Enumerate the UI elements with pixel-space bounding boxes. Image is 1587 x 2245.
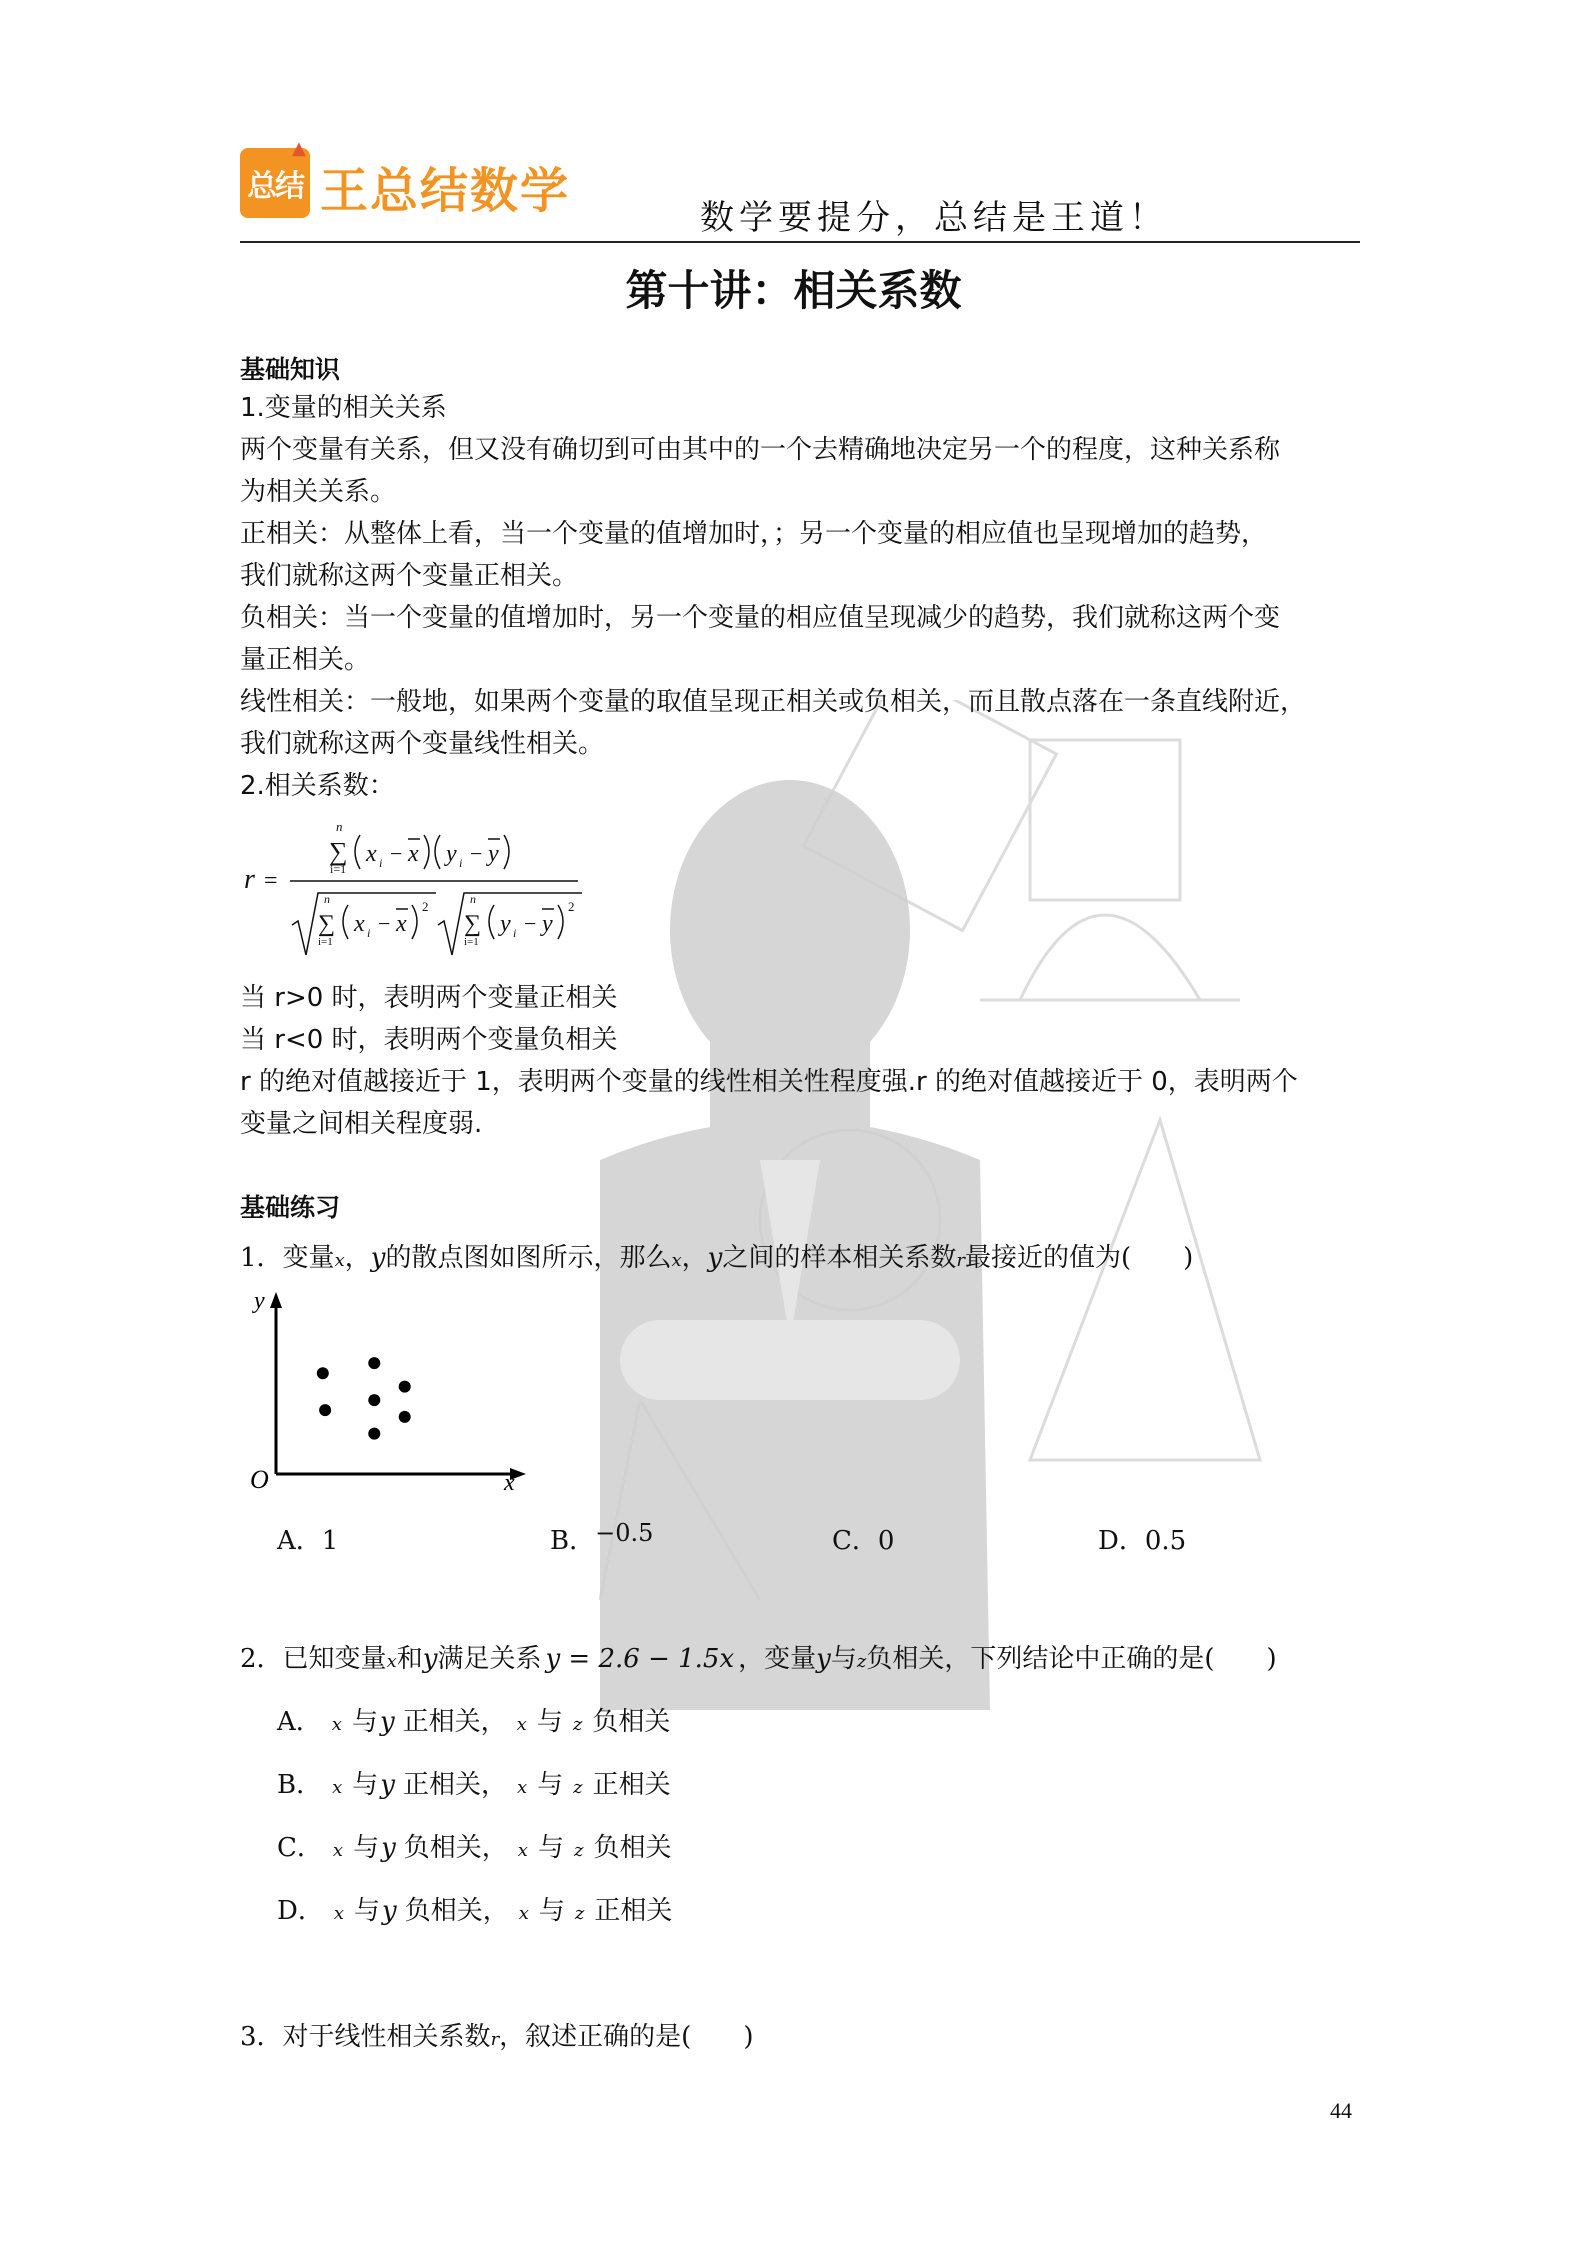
q1-text-4: 最接近的值为( ): [964, 1243, 1194, 1273]
formula-den1-sum-top: n: [324, 892, 330, 906]
formula-equals: =: [264, 868, 278, 894]
basics-line-10: 2.相关系数：: [240, 771, 395, 801]
q1-var-r: r: [956, 1250, 965, 1271]
q3-text-1: 对于线性相关系数: [282, 2022, 491, 2052]
brand-name: 王总结数学: [320, 163, 571, 219]
q1-var-x: x: [334, 1250, 345, 1271]
formula-num-sub-i2: i: [459, 856, 463, 870]
sigma-icon: ∑: [318, 911, 336, 937]
q2-option-d: D． x 与y 负相关， x 与 z 正相关: [277, 1896, 673, 1926]
formula-den-xbar: x: [396, 911, 407, 937]
basics-line-3: 为相关关系。: [240, 477, 397, 507]
basics-after-line-4: 变量之间相关程度弱.: [240, 1109, 483, 1139]
section-heading-basics: 基础知识: [240, 355, 341, 384]
svg-text:−: −: [470, 841, 483, 866]
q1-text-1: 变量: [282, 1243, 335, 1273]
q1-option-a: A．1: [277, 1526, 339, 1556]
formula-den-ybar: y: [542, 911, 553, 937]
formula-num-sum-top: n: [336, 819, 343, 834]
scatter-point-3: [399, 1381, 411, 1393]
q1-option-b-label: B．: [550, 1526, 596, 1556]
formula-den2-sum-bottom: i=1: [464, 936, 479, 948]
x-axis-label: x: [504, 1470, 515, 1490]
formula-r: r: [244, 864, 255, 895]
q2-and: 和: [396, 1644, 423, 1674]
origin-label: O: [250, 1465, 269, 1490]
correlation-formula: [240, 815, 600, 965]
formula-den-sq1: 2: [422, 899, 429, 914]
q2-equation: y = 2.6 − 1.5x: [545, 1644, 735, 1674]
formula-num-y: y: [446, 841, 457, 867]
slogan: 数学要提分，总结是王道！: [700, 198, 1168, 238]
page-title: 第十讲：相关系数: [625, 266, 962, 315]
formula-num-sub-i: i: [379, 856, 383, 870]
formula-den-sub-i2: i: [513, 926, 517, 940]
q2-option-b: B． x 与y 正相关， x 与 z 正相关: [277, 1770, 671, 1800]
sigma-icon: ∑: [329, 837, 348, 866]
question-2: [240, 1638, 1277, 1675]
svg-text:−: −: [524, 911, 537, 936]
svg-text:−: −: [390, 841, 403, 866]
q1-text-3: 之间的样本相关系数: [722, 1243, 957, 1273]
q2-text-3: ，变量: [738, 1644, 817, 1674]
q3-var-r: r: [490, 2029, 500, 2050]
q2-text-4: 与: [830, 1644, 857, 1674]
formula-den-sub-i: i: [367, 926, 371, 940]
watermark-illustration: [560, 700, 1360, 1710]
formula-den1-sum-bottom: i=1: [318, 936, 333, 948]
basics-line-2: 两个变量有关系，但又没有确切到可由其中的一个去精确地决定另一个的程度，这种关系称: [240, 435, 1281, 465]
formula-den-sq2: 2: [568, 899, 575, 914]
basics-after-line-2: 当 r<0 时，表明两个变量负相关: [240, 1025, 618, 1055]
formula-den-x: x: [354, 911, 365, 937]
basics-line-7: 量正相关。: [240, 645, 371, 675]
y-axis-arrow-icon: [270, 1292, 282, 1308]
section-heading-practice: 基础练习: [240, 1193, 341, 1222]
scatter-point-7: [368, 1428, 380, 1440]
basics-line-4: 正相关：从整体上看，当一个变量的值增加时，；另一个变量的相应值也呈现增加的趋势，: [240, 519, 1268, 549]
q2-text-1: 已知变量: [282, 1644, 387, 1674]
q1-number: 1．: [240, 1243, 283, 1273]
basics-line-1: 1.变量的相关关系: [240, 393, 447, 423]
q1-var-x2: x: [671, 1250, 682, 1271]
scatter-plot: [240, 1290, 530, 1490]
question-1: [240, 1237, 1193, 1274]
q2-var-y: y: [422, 1644, 438, 1674]
q1-var-y2: y: [707, 1243, 723, 1273]
scatter-point-6: [399, 1411, 411, 1423]
basics-after-line-3: r 的绝对值越接近于 1，表明两个变量的线性相关性程度强.r 的绝对值越接近于 0，表明两个: [240, 1067, 1298, 1097]
q1-option-b-value: −0.5: [595, 1519, 654, 1547]
logo-text: 总结: [247, 169, 303, 204]
sigma-icon: ∑: [464, 911, 482, 937]
page-number: 44: [1330, 2098, 1352, 2123]
svg-text:−: −: [378, 911, 391, 936]
header-divider: [240, 241, 1360, 243]
q2-text-2: 满足关系: [437, 1644, 542, 1674]
q1-sep2: ，: [681, 1243, 708, 1273]
formula-num-xbar: x: [408, 841, 419, 867]
basics-line-5: 我们就称这两个变量正相关。: [240, 561, 579, 591]
q1-sep: ，: [344, 1243, 371, 1273]
formula-num-sum-bottom: i=1: [330, 862, 347, 876]
basics-line-8: 线性相关：一般地，如果两个变量的取值呈现正相关或负相关，而且散点落在一条直线附近，: [240, 687, 1307, 717]
basics-line-6: 负相关：当一个变量的值增加时，另一个变量的相应值呈现减少的趋势，我们就称这两个变: [240, 603, 1281, 633]
q3-text-2: ，叙述正确的是( ): [499, 2022, 754, 2052]
scatter-point-2: [368, 1357, 380, 1369]
basics-line-9: 我们就称这两个变量线性相关。: [240, 729, 605, 759]
q2-var-y2: y: [816, 1644, 831, 1674]
basics-after-line-1: 当 r>0 时，表明两个变量正相关: [240, 983, 618, 1013]
y-axis-label: y: [254, 1290, 265, 1314]
formula-num-x: x: [366, 841, 377, 867]
q1-option-d: D．0.5: [1098, 1526, 1187, 1556]
q2-var-x: x: [386, 1651, 397, 1672]
q2-var-z: z: [856, 1651, 867, 1672]
scatter-point-1: [317, 1367, 329, 1379]
q1-option-c: C．0: [832, 1526, 895, 1556]
q2-option-a: A． x 与y 正相关， x 与 z 负相关: [277, 1707, 671, 1737]
q1-option-b: [550, 1520, 653, 1557]
q2-option-c: C． x 与y 负相关， x 与 z 负相关: [277, 1833, 672, 1863]
scatter-point-4: [368, 1394, 380, 1406]
scatter-point-5: [319, 1404, 331, 1416]
formula-den-y: y: [500, 911, 511, 937]
formula-num-ybar: y: [488, 841, 499, 867]
q2-text-5: 负相关，下列结论中正确的是( ): [866, 1644, 1277, 1674]
q1-var-y: y: [370, 1243, 386, 1273]
q3-number: 3．: [240, 2022, 283, 2052]
q2-number: 2．: [240, 1644, 283, 1674]
q1-text-2: 的散点图如图所示，那么: [385, 1243, 672, 1273]
formula-den2-sum-top: n: [470, 892, 476, 906]
flame-icon: ▲: [292, 138, 306, 159]
question-3: [240, 2016, 753, 2053]
